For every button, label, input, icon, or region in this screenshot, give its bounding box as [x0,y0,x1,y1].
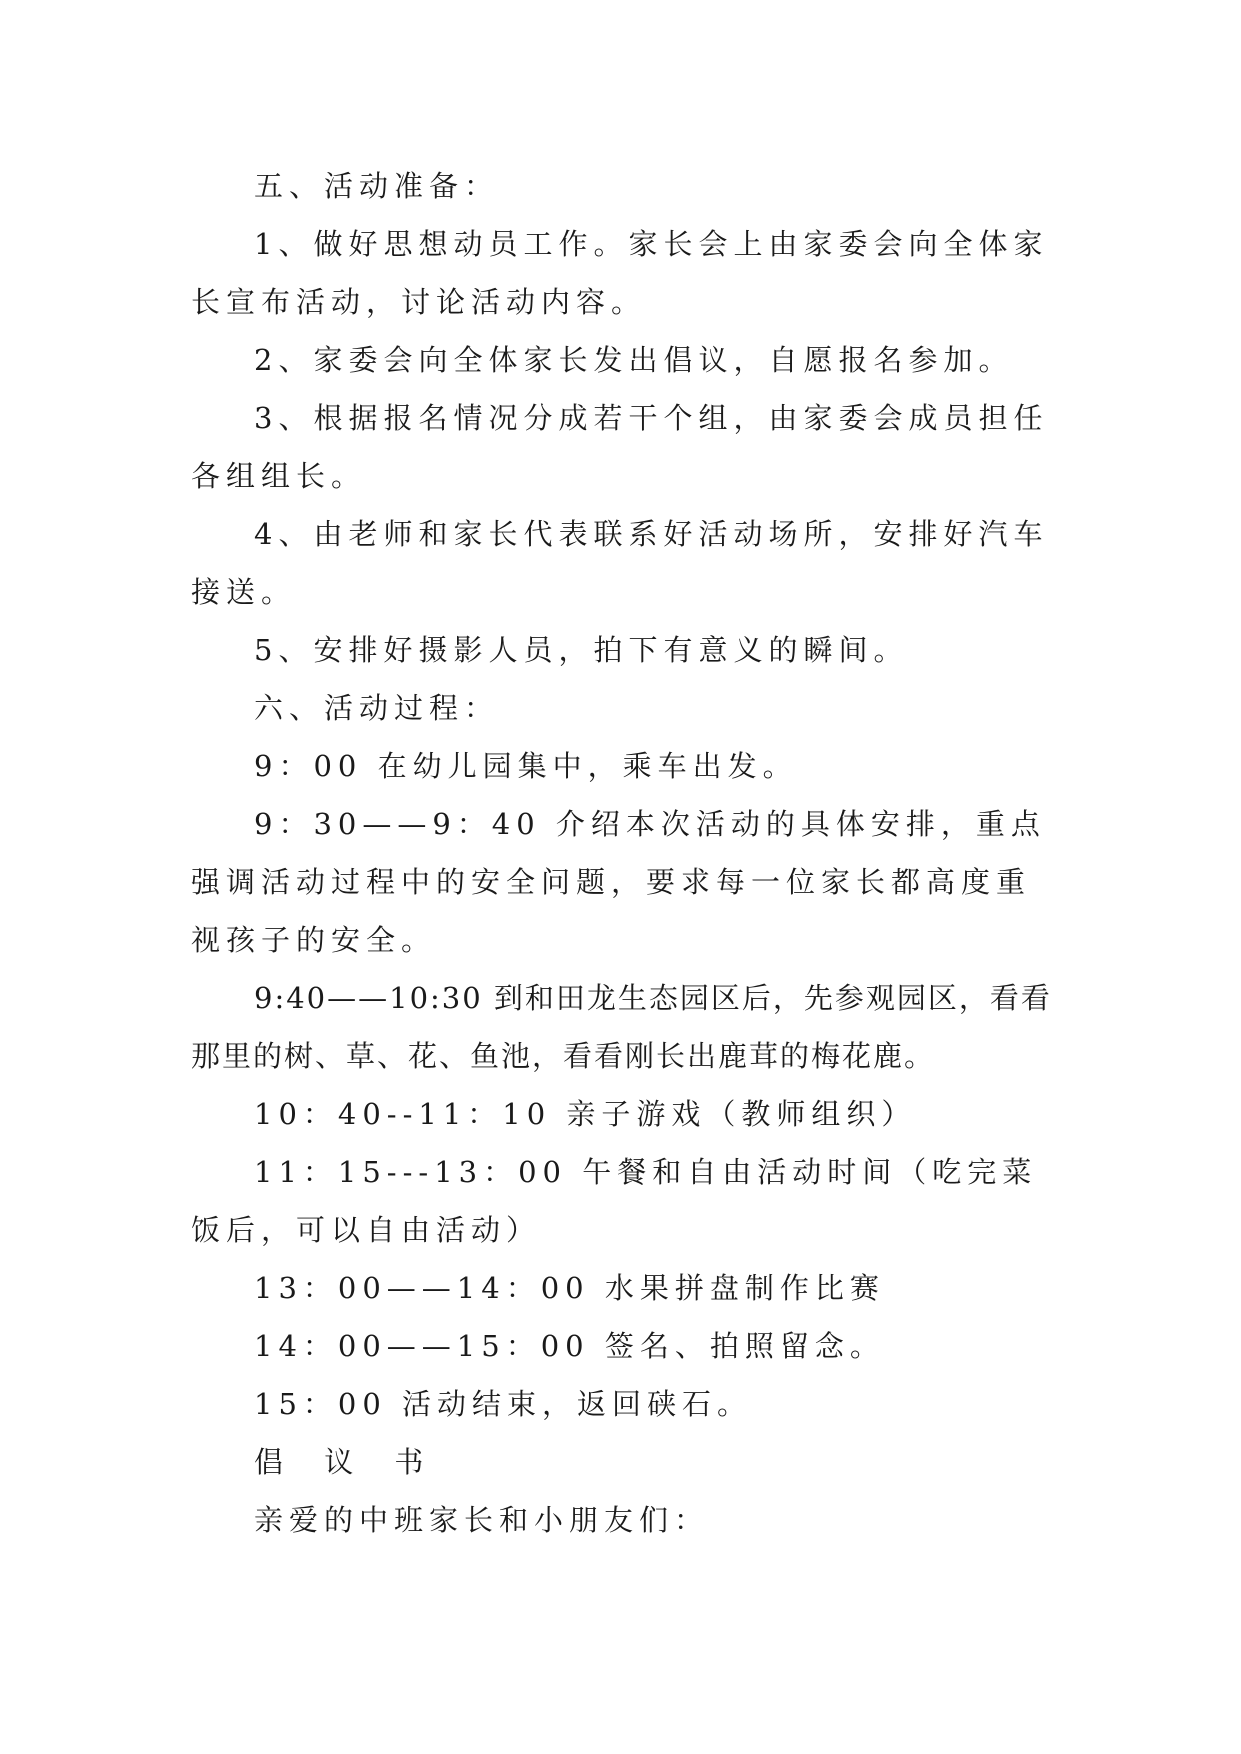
document-body [191,157,1061,1549]
preparation-item-5: 5、安排好摄影人员，拍下有意义的瞬间。 [254,633,909,667]
schedule-item-0940: 9:40——10:30 到和田龙生态园区后，先参观园区，看看那里的树、草、花、鱼池，看看刚长出鹿茸的梅花鹿。 [191,981,1052,1073]
schedule-item-0900: 9：00 在幼儿园集中，乘车出发。 [254,749,798,783]
schedule-item-0930: 9：30——9：40 介绍本次活动的具体安排，重点强调活动过程中的安全问题，要求每一位家长都高度重视孩子的安全。 [191,807,1046,957]
preparation-item-3: 3、根据报名情况分成若干个组，由家委会成员担任各组组长。 [191,401,1049,493]
section-heading-preparation: 五、活动准备： [254,169,500,203]
preparation-item-2: 2、家委会向全体家长发出倡议，自愿报名参加。 [254,343,1014,377]
schedule-item-1040: 10：40--11：10 亲子游戏（教师组织） [254,1097,917,1131]
schedule-item-1115: 11：15---13：00 午餐和自由活动时间（吃完菜饭后，可以自由活动） [191,1155,1038,1247]
section-heading-process: 六、活动过程： [254,691,500,725]
schedule-item-1400: 14：00——15：00 签名、拍照留念。 [254,1329,885,1363]
schedule-item-1300: 13：00——14：00 水果拼盘制作比赛 [254,1271,885,1305]
preparation-item-4: 4、由老师和家长代表联系好活动场所，安排好汽车接送。 [191,517,1049,609]
proposal-title: 倡 议 书 [254,1445,440,1479]
proposal-salutation: 亲爱的中班家长和小朋友们： [254,1503,710,1537]
preparation-item-1: 1、做好思想动员工作。家长会上由家委会向全体家长宣布活动，讨论活动内容。 [191,227,1049,319]
schedule-item-1500: 15：00 活动结束，返回硖石。 [254,1387,753,1421]
